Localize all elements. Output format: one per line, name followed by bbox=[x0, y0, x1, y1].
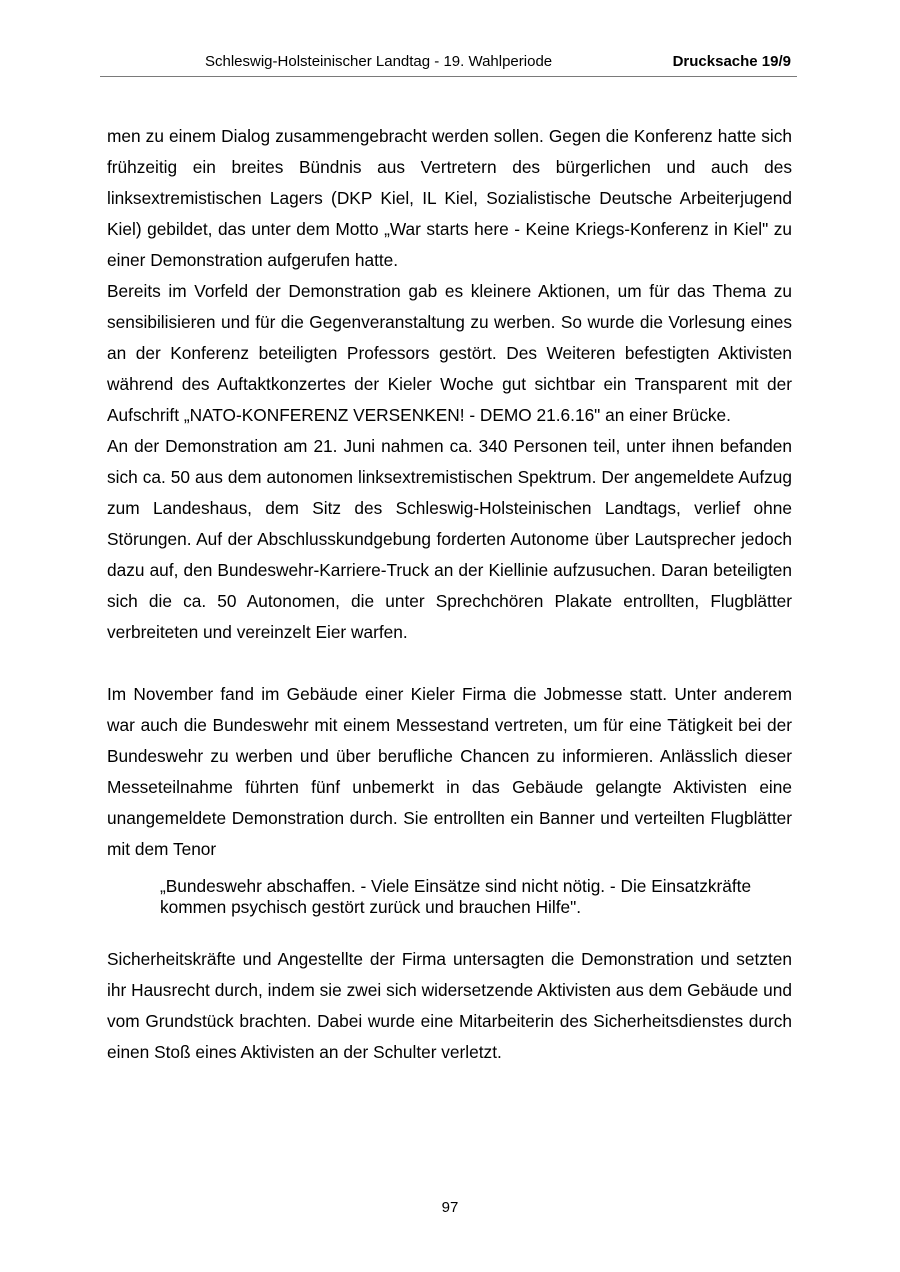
block-quote: „Bundeswehr abschaffen. - Viele Einsätze sind nicht nötig. - Die Einsatzkräfte kommen psychisch gestört zurück und brauchen Hilfe". bbox=[160, 876, 752, 917]
paragraph-demonstration: An der Demonstration am 21. Juni nahmen ca. 340 Personen teil, unter ihnen befanden sich ca. 50 aus dem autonomen linksextremistischen Spektrum. Der angemeldete Aufzug zum Landeshaus, dem Sitz des Schleswig-Holsteinischen Landtags, verlief ohne Störungen. Auf der Abschlusskundgebung forderten Autonome über Lautsprecher jedoch dazu auf, den Bundeswehr-Karriere-Truck an der Kiellinie aufzusuchen. Daran beteiligten sich die ca. 50 Autonomen, die unter Sprechchören Plakate entrollten, Flugblätter verbreiteten und vereinzelt Eier warfen. bbox=[107, 436, 792, 642]
paragraph-preliminary-actions: Bereits im Vorfeld der Demonstration gab es kleinere Aktionen, um für das Thema zu sensibilisieren und für die Gegenveranstaltung zu werben. So wurde die Vorlesung eines an der Konferenz beteiligten Professors gestört. Des Weiteren befestigten Aktivisten während des Auftaktkonzertes der Kieler Woche gut sichtbar ein Transparent mit der Aufschrift „NATO-KONFERENZ VERSENKEN! - DEMO 21.6.16" an einer Brücke. bbox=[107, 281, 792, 425]
page-header bbox=[100, 52, 797, 77]
paragraph-gap bbox=[107, 918, 792, 944]
paragraph-conference-alliance: men zu einem Dialog zusammengebracht werden sollen. Gegen die Konferenz hatte sich frühzeitig ein breites Bündnis aus Vertretern des bürgerlichen und auch des linksextremistischen Lagers (DKP Kiel, IL Kiel, Sozialistische Deutsche Arbeiterjugend Kiel) gebildet, das unter dem Motto „War starts here - Keine Kriegs-Konferenz in Kiel" zu einer Demonstration aufgerufen hatte. bbox=[107, 126, 792, 270]
paragraph-gap bbox=[107, 648, 792, 679]
page-number: 97 bbox=[441, 1199, 459, 1216]
paragraph-security-staff: Sicherheitskräfte und Angestellte der Firma untersagten die Demonstration und setzten ihr Hausrecht durch, indem sie zwei sich widersetzende Aktivisten aus dem Gebäude und vom Grundstück brachten. Dabei wurde eine Mitarbeiterin des Sicherheitsdienstes durch einen Stoß eines Aktivisten an der Schulter verletzt. bbox=[107, 949, 792, 1062]
header-title: Schleswig-Holsteinischer Landtag - 19. Wahlperiode bbox=[205, 53, 553, 70]
paragraph-jobmesse: Im November fand im Gebäude einer Kieler Firma die Jobmesse statt. Unter anderem war auch die Bundeswehr mit einem Messestand vertreten, um für eine Tätigkeit bei der Bundeswehr zu werben und über berufliche Chancen zu informieren. Anlässlich dieser Messeteilnahme führten fünf unbemerkt in das Gebäude gelangte Aktivisten eine unangemeldete Demonstration durch. Sie entrollten ein Banner und verteilten Flugblätter mit dem Tenor bbox=[107, 684, 792, 859]
body-text bbox=[107, 121, 792, 1068]
document-number: Drucksache 19/9 bbox=[672, 53, 791, 70]
